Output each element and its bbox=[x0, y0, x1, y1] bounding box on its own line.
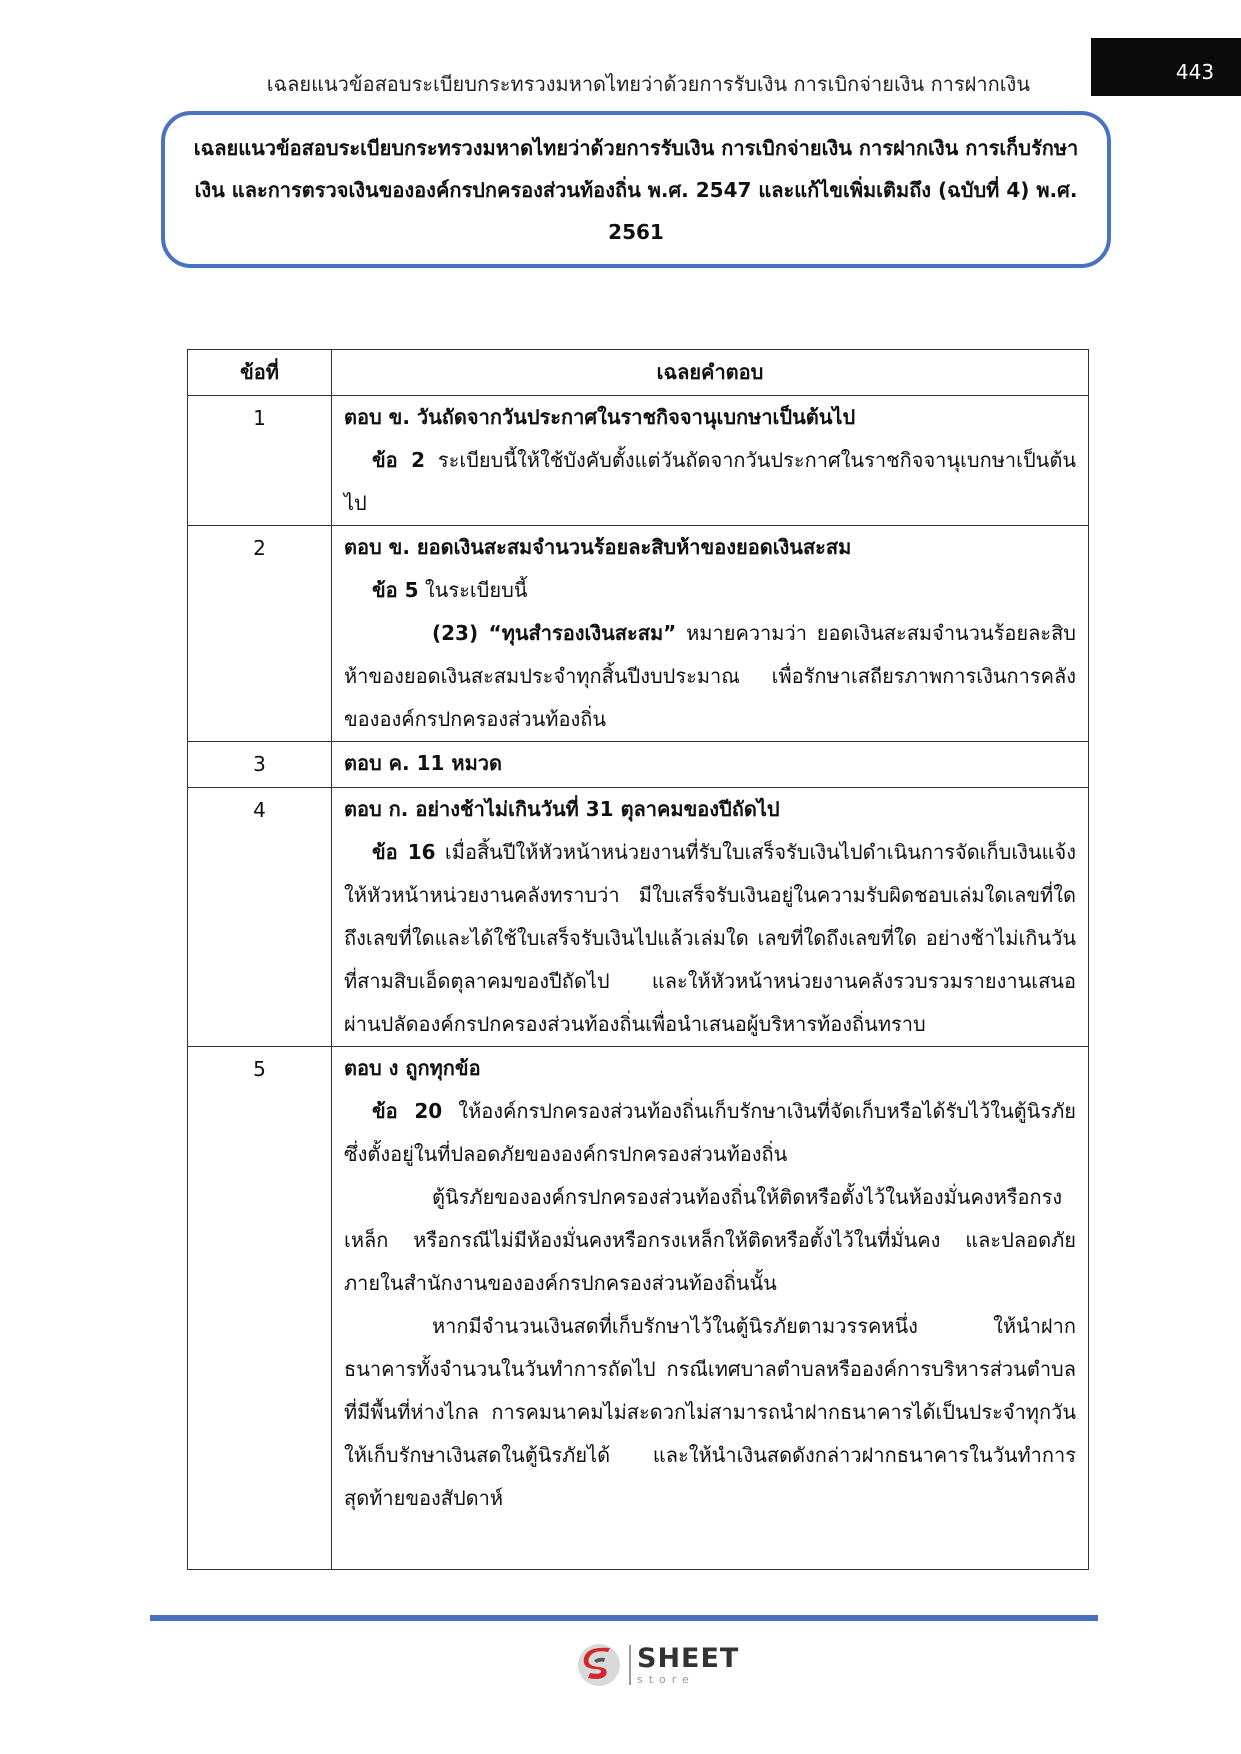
explanation-paragraph: หากมีจำนวนเงินสดที่เก็บรักษาไว้ในตู้นิรภัยตามวรรคหนึ่ง ให้นำฝากธนาคารทั้งจำนวนในวันทำการถัดไป กรณีเทศบาลตำบลหรือองค์การบริหารส่วนตำบลที่มีพื้นที่ห่างไกล การคมนาคมไม่สะดวกไม่สามารถนำฝากธนาคารได้เป็นประจำทุกวันให้เก็บรักษาเงินสดในตู้นิรภัยได้ และให้นำเงินสดดังกล่าวฝากธนาคารในวันทำการสุดท้ายของสัปดาห์ bbox=[344, 1314, 1076, 1510]
explanation-paragraph bbox=[344, 439, 1076, 525]
question-number: 1 bbox=[188, 396, 332, 526]
answer-cell bbox=[332, 788, 1089, 1047]
sheet-store-logo-icon bbox=[575, 1641, 623, 1689]
answer-key: ตอบ ค. 11 หมวด bbox=[344, 751, 502, 775]
logo-main-text: SHEET bbox=[637, 1643, 740, 1674]
clause-reference: ข้อ 20 bbox=[372, 1099, 443, 1123]
running-header-title: เฉลยแนวข้อสอบระเบียบกระทรวงมหาดไทยว่าด้วยการรับเงิน การเบิกจ่ายเงิน การฝากเงิน bbox=[266, 72, 1030, 96]
answer-table bbox=[187, 349, 1089, 1570]
clause-reference: ข้อ 2 bbox=[372, 448, 426, 472]
explanation-paragraph: ตู้นิรภัยขององค์กรปกครองส่วนท้องถิ่นให้ติดหรือตั้งไว้ในห้องมั่นคงหรือกรงเหล็ก หรือกรณีไม่มีห้องมั่นคงหรือกรงเหล็กให้ติดหรือตั้งไว้ในที่มั่นคง และปลอดภัยภายในสำนักงานขององค์กรปกครองส่วนท้องถิ่นนั้น bbox=[344, 1185, 1076, 1295]
document-title-box bbox=[161, 111, 1111, 268]
answer-cell bbox=[332, 1047, 1089, 1570]
table-row bbox=[188, 1047, 1089, 1570]
question-number: 3 bbox=[188, 742, 332, 788]
clause-text: ให้องค์กรปกครองส่วนท้องถิ่นเก็บรักษาเงินที่จัดเก็บหรือได้รับไว้ในตู้นิรภัยซึ่งตั้งอยู่ในที่ปลอดภัยขององค์กรปกครองส่วนท้องถิ่น bbox=[344, 1099, 1076, 1166]
footer-rule bbox=[150, 1615, 1098, 1621]
question-number: 2 bbox=[188, 526, 332, 742]
explanation-paragraph bbox=[344, 1090, 1076, 1176]
answer-key: ตอบ ง ถูกทุกข้อ bbox=[344, 1056, 481, 1080]
clause-text: ในระเบียบนี้ bbox=[418, 578, 528, 602]
clause-text: ระเบียบนี้ให้ใช้บังคับตั้งแต่วันถัดจากวันประกาศในราชกิจจานุเบกษาเป็นต้นไป bbox=[344, 448, 1076, 515]
logo-sub-text: store bbox=[637, 1673, 695, 1686]
definition-term: (23) “ทุนสำรองเงินสะสม” bbox=[432, 621, 677, 645]
clause-text: เมื่อสิ้นปีให้หัวหน้าหน่วยงานที่รับใบเสร็จรับเงินไปดำเนินการจัดเก็บเงินแจ้งให้หัวหน้าหน่วยงานคลังทราบว่า มีใบเสร็จรับเงินอยู่ในความรับผิดชอบเล่มใดเลขที่ใดถึงเลขที่ใดและได้ใช้ใบเสร็จรับเงินไปแล้วเล่มใด เลขที่ใดถึงเลขที่ใด อย่างช้าไม่เกินวันที่สามสิบเอ็ดตุลาคมของปีถัดไป และให้หัวหน้าหน่วยงานคลังรวบรวมรายงานเสนอผ่านปลัดองค์กรปกครองส่วนท้องถิ่นเพื่อนำเสนอผู้บริหารท้องถิ่นทราบ bbox=[344, 840, 1076, 1036]
clause-reference: ข้อ 16 bbox=[372, 840, 436, 864]
answer-cell bbox=[332, 526, 1089, 742]
sheet-store-logo bbox=[575, 1640, 745, 1690]
column-header-answer: เฉลยคำตอบ bbox=[332, 350, 1089, 396]
page-number: 443 bbox=[1175, 60, 1215, 84]
clause-reference: ข้อ 5 bbox=[372, 578, 419, 602]
definition-text: หมายความว่า ยอดเงินสะสมจำนวนร้อยละสิบห้าของยอดเงินสะสมประจำทุกสิ้นปีงบประมาณ เพื่อรักษาเสถียรภาพการเงินการคลังขององค์กรปกครองส่วนท้องถิ่น bbox=[344, 621, 1076, 731]
document-title: เฉลยแนวข้อสอบระเบียบกระทรวงมหาดไทยว่าด้วยการรับเงิน การเบิกจ่ายเงิน การฝากเงิน การเก็บรักษาเงิน และการตรวจเงินขององค์กรปกครองส่วนท้องถิ่น พ.ศ. 2547 และแก้ไขเพิ่มเติมถึง (ฉบับที่ 4) พ.ศ. 2561 bbox=[193, 135, 1079, 244]
answer-key: ตอบ ก. อย่างช้าไม่เกินวันที่ 31 ตุลาคมของปีถัดไป bbox=[344, 797, 780, 821]
table-row bbox=[188, 788, 1089, 1047]
question-number: 4 bbox=[188, 788, 332, 1047]
explanation-paragraph bbox=[344, 612, 1076, 741]
answer-cell bbox=[332, 396, 1089, 526]
column-header-number: ข้อที่ bbox=[188, 350, 332, 396]
logo-separator bbox=[629, 1645, 631, 1685]
table-row bbox=[188, 526, 1089, 742]
logo-wordmark bbox=[637, 1645, 739, 1685]
answer-cell bbox=[332, 742, 1089, 788]
explanation-paragraph bbox=[344, 569, 1076, 612]
table-row bbox=[188, 396, 1089, 526]
table-header-row bbox=[188, 350, 1089, 396]
explanation-paragraph bbox=[344, 831, 1076, 1046]
answer-key: ตอบ ข. วันถัดจากวันประกาศในราชกิจจานุเบกษาเป็นต้นไป bbox=[344, 405, 856, 429]
answer-key: ตอบ ข. ยอดเงินสะสมจำนวนร้อยละสิบห้าของยอดเงินสะสม bbox=[344, 535, 852, 559]
table-row bbox=[188, 742, 1089, 788]
question-number: 5 bbox=[188, 1047, 332, 1570]
